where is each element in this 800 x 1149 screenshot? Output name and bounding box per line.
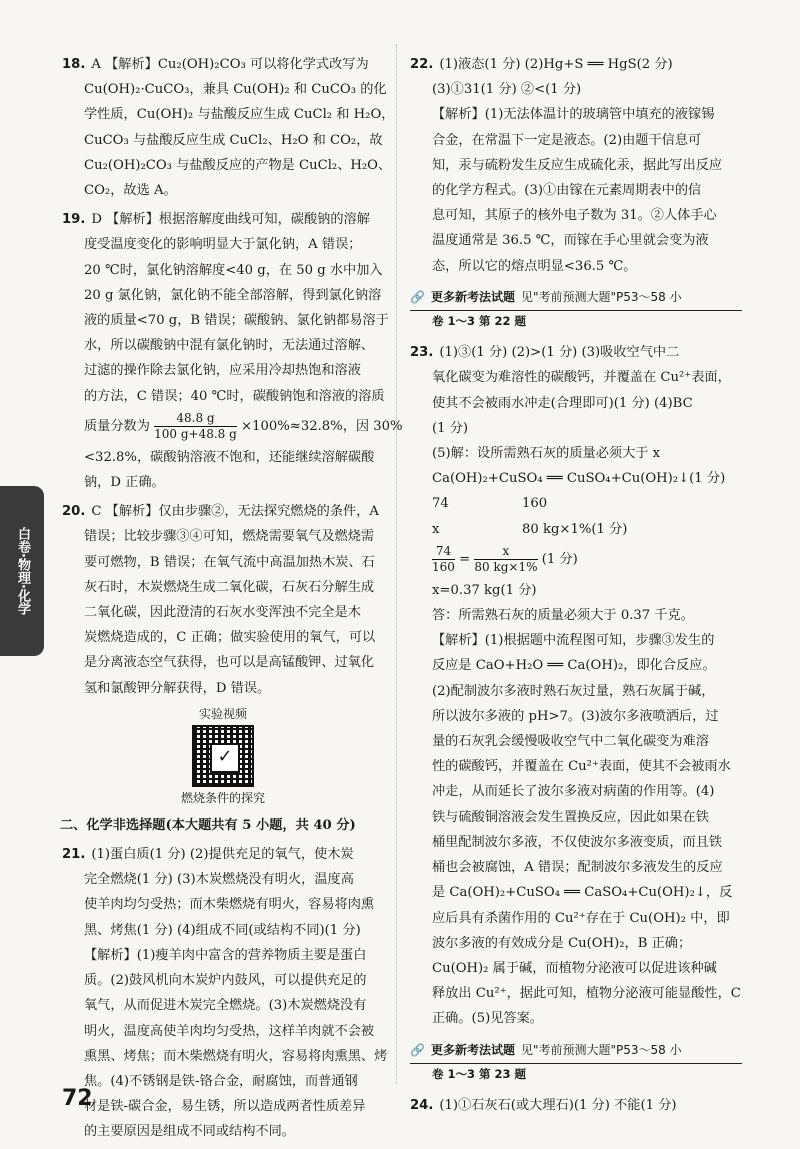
text-line: 答：所需熟石灰的质量必须大于 0.37 千克。 — [432, 608, 694, 624]
text-line: (1 分) — [432, 420, 469, 436]
text-line: 【解析】(1)无法体温计的玻璃管中填充的液镓锡 — [432, 107, 715, 123]
text-line: 桶也会被腐蚀，A 错误；配制波尔多液发生的反应 — [432, 860, 723, 876]
text-line: 的化学方程式。(3)①由镓在元素周期表中的信 — [432, 183, 702, 199]
ratio-equation — [410, 542, 742, 578]
qr-caption: 燃烧条件的探究 — [180, 790, 265, 805]
text-line: 质。(2)鼓风机向木炭炉内鼓风，可以提供充足的 — [84, 973, 367, 989]
fraction-line — [62, 409, 403, 445]
page-number: 72 — [62, 1086, 93, 1111]
fraction-numerator: x — [474, 544, 537, 560]
text-line: A 【解析】Cu₂(OH)₂CO₃ 可以将化学式改写为 — [91, 57, 369, 72]
text-line: 正确。(5)见答案。 — [432, 1011, 543, 1027]
text-fragment: ×100%≈32.8%，因 30% — [241, 418, 403, 434]
equation-value: 74 — [432, 496, 449, 512]
text-line: 材是铁-碳合金，易生锈，所以造成两者性质差异 — [84, 1099, 366, 1115]
text-line: 20 ℃时，氯化钠溶解度<40 g，在 50 g 水中加入 — [84, 262, 383, 278]
equation-value: x — [432, 521, 440, 537]
text-line: 二氧化碳，因此澄清的石灰水变浑浊不完全是木 — [84, 605, 361, 621]
question-19 — [62, 207, 403, 495]
left-column — [60, 52, 403, 1149]
equation-value: 80 kg×1%(1 分) — [522, 521, 628, 537]
text-line: CO₂，故选 A。 — [84, 183, 177, 199]
text-line: CuCO₃ 与盐酸反应生成 CuCl₂、H₂O 和 CO₂，故 — [84, 132, 383, 148]
banner-subtitle: 卷 1～3 第 23 题 — [432, 1066, 527, 1081]
link-icon: 🔗 — [410, 289, 425, 304]
equation-value: 160 — [522, 496, 548, 512]
question-20 — [62, 499, 384, 701]
text-line: <32.8%，碳酸钠溶液不饱和，还能继续溶解碳酸 — [84, 449, 375, 465]
text-line: 完全燃烧(1 分) (3)木炭燃烧没有明火，温度高 — [84, 872, 354, 888]
text-line: 息可知，其原子的核外电子数为 31。②人体手心 — [432, 208, 717, 224]
fraction-numerator: 48.8 g — [154, 411, 237, 427]
text-line: 性的碳酸钙，并覆盖在 Cu²⁺表面，使其不会被雨水 — [432, 759, 731, 775]
text-line: 温度通常是 36.5 ℃，而镓在手心里就会变为液 — [432, 233, 709, 249]
banner-title: 更多新考法试题 — [430, 289, 515, 304]
text-line: 态，所以它的熔点明显<36.5 ℃。 — [432, 258, 637, 274]
text-line: 水，所以碳酸钠中混有氯化钠时，无法通过溶解、 — [84, 338, 375, 354]
text-line: Cu₂(OH)₂CO₃ 与盐酸反应的产物是 CuCl₂、H₂O、 — [84, 157, 392, 173]
text-line: (1)蛋白质(1 分) (2)提供充足的氧气，使木炭 — [91, 847, 354, 863]
text-line: Cu(OH)₂·CuCO₃，兼具 Cu(OH)₂ 和 CuCO₃ 的化 — [84, 82, 387, 98]
qr-title: 实验视频 — [198, 706, 247, 721]
text-line: 量的石灰乳会缓慢吸收空气中二氧化碳变为难溶 — [432, 734, 709, 750]
text-line: 使其不会被雨水冲走(合理即可)(1 分) (4)BC — [432, 395, 693, 411]
fraction — [474, 544, 537, 575]
column-divider — [396, 44, 397, 1084]
qr-code-icon[interactable] — [192, 725, 254, 787]
text-line: 【解析】(1)根据题中流程图可知，步骤③发生的 — [432, 633, 715, 649]
text-line: 【解析】(1)瘦羊肉中富含的营养物质主要是蛋白 — [84, 947, 367, 963]
side-tab: 白卷·物理·化学 — [0, 486, 44, 656]
text-line: 释放出 Cu²⁺，据此可知，植物分泌液可能显酸性，C — [432, 986, 741, 1002]
question-number: 21. — [62, 847, 86, 863]
question-22 — [410, 52, 742, 279]
text-line: 冲走，从而延长了波尔多液对病菌的作用等。(4) — [432, 784, 715, 800]
text-line: 是 Ca(OH)₂+CuSO₄ ══ CaSO₄+Cu(OH)₂↓，反 — [432, 885, 733, 901]
banner-subtitle: 卷 1～3 第 22 题 — [432, 314, 527, 329]
equation-row-bottom — [410, 517, 742, 542]
fraction-numerator: 74 — [432, 544, 455, 560]
question-number: 23. — [410, 345, 434, 361]
more-questions-banner[interactable] — [410, 285, 742, 311]
question-23 — [410, 340, 742, 1031]
text-line: 度受温度变化的影响明显大于氯化钠，A 错误； — [84, 237, 362, 253]
text-fragment: 质量分数为 — [84, 418, 150, 434]
link-icon: 🔗 — [410, 1042, 425, 1057]
text-line: 熏黑、烤焦；而木柴燃烧有明火，容易将肉熏黑、烤 — [84, 1048, 388, 1064]
question-18 — [62, 52, 395, 203]
text-line: C 【解析】仅由步骤②，无法探究燃烧的条件，A — [91, 504, 379, 520]
banner-title: 更多新考法试题 — [430, 1042, 515, 1057]
right-column — [410, 52, 742, 1122]
text-line: 焦。(4)不锈钢是铁-铬合金，耐腐蚀，而普通钢 — [84, 1073, 358, 1089]
text-line: (5)解：设所需熟石灰的质量必须大于 x — [432, 446, 661, 462]
question-number: 24. — [410, 1097, 434, 1113]
question-24 — [410, 1093, 742, 1118]
question-number: 22. — [410, 57, 434, 72]
text-line: 要可燃物，B 错误；在氧气流中高温加热木炭、石 — [84, 554, 375, 570]
text-line: 明火，温度高使羊肉均匀受热，这样羊肉就不会被 — [84, 1023, 375, 1039]
text-line: 使羊肉均匀受热；而木柴燃烧有明火，容易将肉熏 — [84, 897, 375, 913]
text-line: (3)①31(1 分) ②<(1 分) — [432, 82, 582, 98]
text-line: 炭燃烧造成的，C 正确；做实验使用的氧气，可以 — [84, 630, 376, 646]
text-line: 应后具有杀菌作用的 Cu²⁺存在于 Cu(OH)₂ 中，即 — [432, 910, 730, 926]
text-line: 是分离液态空气获得，也可以是高锰酸钾、过氧化 — [84, 655, 375, 671]
text-line: 20 g 氯化钠，氯化钠不能全部溶解，得到氯化钠溶 — [84, 287, 382, 303]
section-heading: 二、化学非选择题(本大题共有 5 小题，共 40 分) — [60, 817, 356, 833]
text-line: 铁与硫酸铜溶液会发生置换反应，因此如果在铁 — [432, 809, 709, 825]
text-line: (1)①石灰石(或大理石)(1 分) 不能(1 分) — [439, 1097, 677, 1113]
text-fragment: (1 分) — [541, 551, 578, 567]
text-line: 氧气，从而促进木炭完全燃烧。(3)木炭燃烧没有 — [84, 998, 367, 1014]
fraction-denominator: 100 g+48.8 g — [154, 426, 237, 441]
text-line: Cu(OH)₂ 属于碱，而植物分泌液可以促进该种碱 — [432, 960, 717, 976]
text-line: x=0.37 kg(1 分) — [432, 582, 537, 598]
text-line: 波尔多液的有效成分是 Cu(OH)₂，B 正确； — [432, 935, 692, 951]
text-line: 过滤的操作除去氯化钠，应采用冷却热饱和溶液 — [84, 363, 361, 379]
banner-reference: 见"考前预测大题"P53～58 小 — [520, 1042, 682, 1057]
banner-reference: 见"考前预测大题"P53～58 小 — [520, 289, 682, 304]
question-number: 19. — [62, 212, 86, 228]
more-questions-banner[interactable] — [410, 1038, 742, 1064]
checkmark-icon: ✓ — [210, 743, 240, 773]
text-line: (1)液态(1 分) (2)Hg+S ══ HgS(2 分) — [439, 57, 673, 72]
fraction — [154, 411, 237, 442]
question-21 — [62, 842, 388, 1144]
equals-sign: = — [459, 551, 471, 567]
text-line: 氢和氯酸钾分解获得，D 错误。 — [84, 680, 271, 696]
qr-video-block[interactable] — [62, 705, 384, 807]
fraction-denominator: 80 kg×1% — [474, 559, 538, 574]
text-line: Ca(OH)₂+CuSO₄ ══ CuSO₄+Cu(OH)₂↓(1 分) — [432, 471, 726, 487]
text-line: 所以波尔多液的 pH>7。(3)波尔多液喷洒后，过 — [432, 708, 719, 724]
text-line: 反应是 CaO+H₂O ══ Ca(OH)₂，即化合反应。 — [432, 658, 716, 674]
question-number: 20. — [62, 504, 86, 520]
text-line: D 【解析】根据溶解度曲线可知，碳酸钠的溶解 — [91, 212, 370, 228]
fraction — [432, 544, 455, 575]
text-line: 学性质，Cu(OH)₂ 与盐酸反应生成 CuCl₂ 和 H₂O， — [84, 107, 395, 123]
text-line: 黑、烤焦(1 分) (4)组成不同(或结构不同)(1 分) — [84, 922, 361, 938]
text-line: 桶里配制波尔多液，不仅使波尔多液变质，而且铁 — [432, 834, 723, 850]
text-line: (2)配制波尔多液时熟石灰过量，熟石灰属于碱， — [432, 683, 715, 699]
fraction-denominator: 160 — [432, 559, 455, 574]
text-line: (1)③(1 分) (2)>(1 分) (3)吸收空气中二 — [439, 345, 680, 361]
text-line: 合金，在常温下一定是液态。(2)由题干信息可 — [432, 132, 702, 148]
text-line: 知，汞与硫粉发生反应生成硫化汞，据此写出反应 — [432, 157, 723, 173]
text-line: 错误；比较步骤③④可知，燃烧需要氧气及燃烧需 — [84, 529, 375, 545]
question-number: 18. — [62, 57, 86, 72]
text-line: 灰石时，木炭燃烧生成二氧化碳，石灰石分解生成 — [84, 579, 375, 595]
text-line: 钠，D 正确。 — [84, 475, 165, 491]
text-line: 的主要原因是组成不同或结构不同。 — [84, 1124, 295, 1140]
text-line: 液的质量<70 g，B 错误；碳酸钠、氯化钠都易溶于 — [84, 313, 389, 329]
text-line: 氧化碳变为难溶性的碳酸钙，并覆盖在 Cu²⁺表面， — [432, 370, 731, 386]
equation-row-top — [410, 491, 742, 516]
text-line: 的方法，C 错误；40 ℃时，碳酸钠饱和溶液的溶质 — [84, 388, 385, 404]
